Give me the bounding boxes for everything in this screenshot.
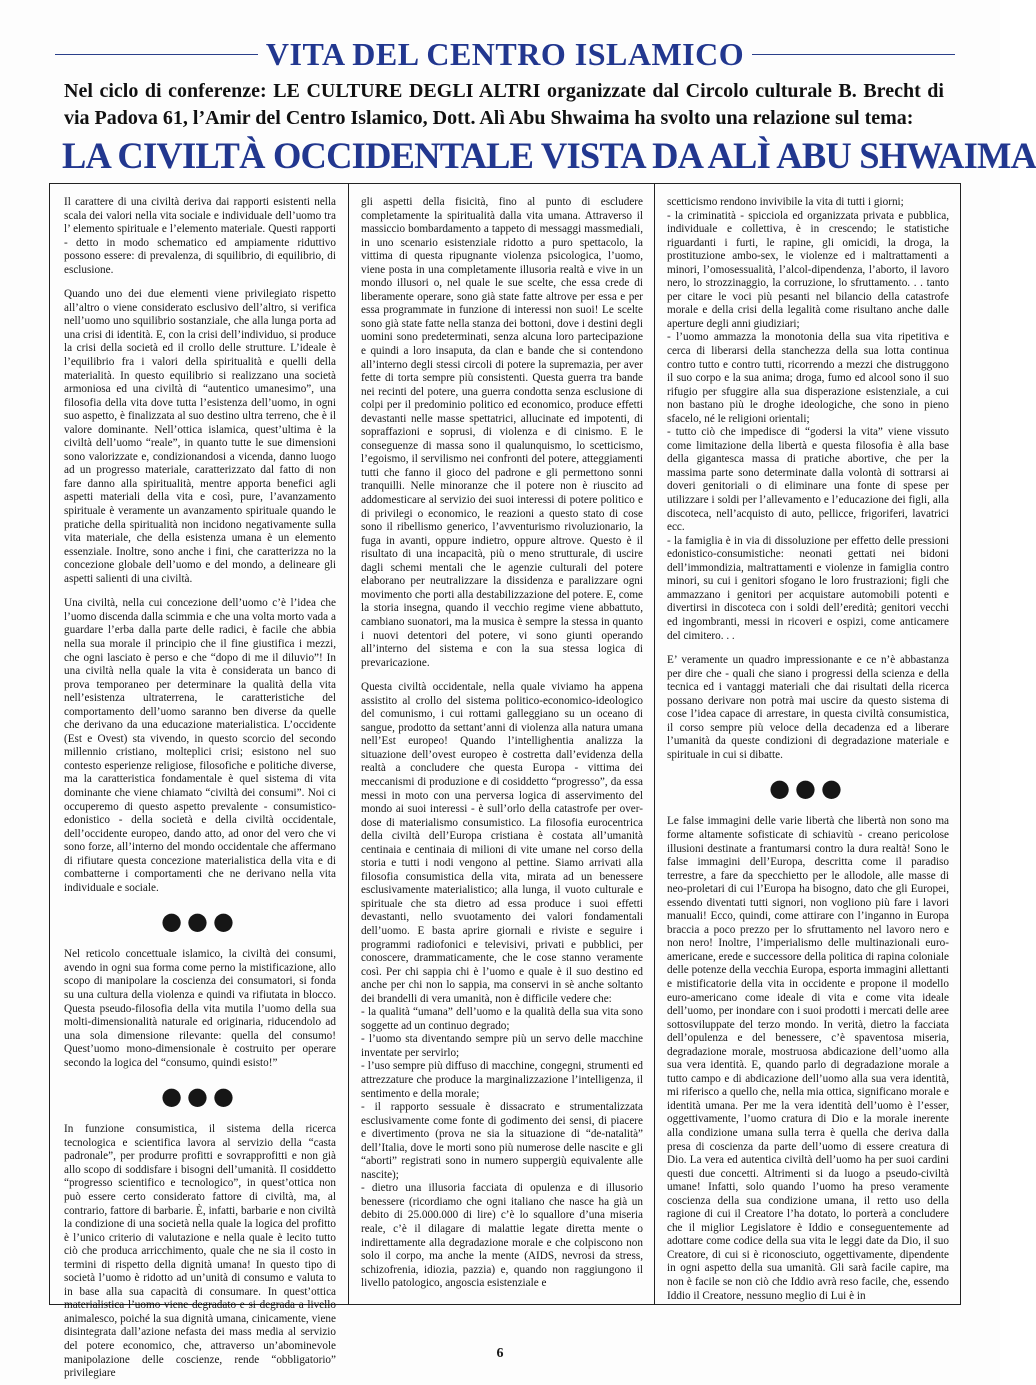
paragraph: In funzione consumistica, il sistema della ricerca tecnologica e scientifica lavora al servizio della “casta padronale”, per produrre profitti e sovrapprofitti e non già allo scopo di soddisfare i bisogni dell’umanità. Il cosiddetto “progresso scientifico e tecnologico”, in quest’ottica non può essere certo considerato fattore di civiltà, ma, al contrario, fattore di barbarie. È, infatti, barbarie e non civiltà la condizione di una società nella quale la logica del profitto è l’unico criterio di valutazione e nella quale è lecito tutto ciò che produca arricchimento, quale che ne sia il costo in termini di rispetto della dignità umana! In questo tipo di società l’uomo è ridotto ad un’unità di consumo e valuta to in base alla sua capacità di consumare. In quest’ottica materialistica l’uomo viene degradato e si degrada a livello animalesco, poiché la sua dignità umana, cinicamente, viene disintegrata dall’azione nefasta dei mass media al servizio del potere economico, che, attraverso un’abominevole manipolazione delle coscienze, rende “obbligatorio” privilegiare — [64, 1123, 336, 1380]
article-column-3 — [667, 196, 949, 1302]
page-number: 6 — [496, 1346, 504, 1361]
paragraph: Le false immagini delle varie libertà che libertà non sono ma forme altamente sofisticate di schiavitù - creano pericolose illusioni destinate a frantumarsi contro la dura realtà! Sono le false immagini dell’Europa, descritta come il paradiso terrestre, a fare da specchietto per le allodole, alle masse di neo-proletari di cui l’Europa ha bisogno, dato che gli Europei, essendo diventati tutti signori, non vogliono più fare i lavori manuali! Ecco, quindi, come attirare con l’inganno in Europa braccia a poco prezzo per lo sfruttamento nel lavoro nero e non nero! Inoltre, l’imperialismo delle multinazionali euro-americane, erede e successore della politica di rapina coloniale delle potenze della vecchia Europa, esporta immagini allettanti e mistificatorie della vita in occidente e propone il modello euro-americano come ideale di vita e come vita ideale dell’uomo, per inondare con i suoi prodotti i mercati delle aree sottosviluppate del terzo mondo. In verità, dietro la facciata dell’opulenza e del benessere, c’è spaventosa miseria, degradazione morale, mostruosa abdicazione dell’uomo alla sua vera identità. E, quando parlo di degradazione morale a tutto campo e di abdicazione dell’uomo alla sua vera identità, mi riferisco a quello che, nella mia ottica, significano morale e identità umana. Per me la vera identità dell’uomo è l’esser, oggettivamente, l’uomo cratura di Dio e la morale inerente alla condizione umana sulla terra è quella che deriva dalla presa di coscienza da parte dell’uomo di essere creatura di Dio. La vera ed autentica civiltà dell’uomo ha per suoi cardini questi due concetti. Altrimenti si da luogo a pseudo-civiltà umane! Infatti, solo quando l’uomo ha preso veramente coscienza della sua condizione umana, il retto uso della ragione di cui il Creatore l’ha dotato, lo porterà a concludere che il miglior Legislatore è Iddio e conseguentemente ad adottare come codice della sua vita le leggi date da Dio, il suo Creatore, di cui si è riconosciuto, oggettivamente, dipendente in ogni aspetto della sua umanità. Gli sarà facile capire, ma non è facile se non ciò che Iddio avrà reso facile, che, essendo Iddio il Creatore, nessuno meglio di Lui è in — [667, 815, 949, 1302]
column-divider-1 — [348, 184, 349, 1304]
paragraph: Questa civiltà occidentale, nella quale viviamo ha appena assistito al crollo del sistema politico-economico-ideologico del comunismo, i cui rottami galleggiano su un oceano di sangue, prodotto da settant’anni di violenza alla natura umana nell’Est europeo! Quando l’intellighentia analizza la situazione dell’ovest europeo è costretta dall’evidenza della realtà a concludere che questa Europa - vittima dei meccanismi di produzione e di cosiddetto “progresso”, da essa messi in moto con una perversa logica di asservimento del mondo ai suoi interessi - è sull’orlo della catastrofe per over-dose di materialismo consumistico. La filosofia eurocentrica della civiltà dell’Europa cristiana è costata all’umanità centinaia e centinaia di milioni di vite umane nel corso della storia e tutti i nodi vengono al pettine. Siamo arrivati alla filosofia consumistica della vita, mirata ad un benessere esclusivamente materialistico; alla lunga, il vuoto culturale e spirituale che sta dietro ad essa produce i suoi effetti devastanti, nello svuotamento dei valori fondamentali dell’uomo. E basta aprire giornali e riviste e seguire i programmi radiofonici e televisivi, privati e pubblici, per conoscere, drammaticamente, che le cose stanno veramente così. Per chi sappia chi è l’uomo e quale è il suo destino ed anche per chi non lo sappia, ma conservi in sè anche soltanto dei brandelli di vera umanità, non è difficile vedere che: - la qualità “umana” dell’uomo e la qualità della sua vita sono soggette ad un continuo degrado; - l’uomo sta diventando sempre più un servo delle macchine inventate per servirlo; - l’uso sempre più diffuso di macchine, congegni, strumenti ed attrezzature che produce la marginalizzazione l’intelligenza, il sentimento e della morale; - il rapporto sessuale è dissacrato e strumentalizzata esclusivamente come fonte di godimento dei sensi, di piacere e divertimento (prova ne sia la situazione di “de-natalità” dell’Italia, dove le morti sono più numerose delle nascite e gli “aborti” registrati sono in numero suppergiù equivalente alle nascite); - dietro una illusoria facciata di opulenza e di illusorio benessere (ricordiamo che ogni italiano che nasce ha già un debito di 25.000.000 di lire) c’è lo squallore d’una miseria reale, c’è il dilagare di malattie legate diretta mente o indirettamente alla degradazione morale e che colpiscono non solo il corpo, ma anche la mente (AIDS, nevrosi da stress, schizofrenia, idiozia, pazzia) e, quando non raggiungono il livello patologico, angoscia esistenziale e — [361, 681, 643, 1290]
paragraph: Quando uno dei due elementi viene privilegiato rispetto all’altro o viene considerato esclusivo dell’altro, si verifica nell’uomo uno squilibrio sostanziale, che alla lunga porta ad una crisi di identità. E, con la crisi dell’individuo, si produce la crisi della società ed il crollo delle strutture. L’ideale è l’equilibrio fra i valori della spiritualità e quelli della materialità. In questo equilibrio si realizzano una società armoniosa ed una civiltà di “autentico umanesimo”, una filosofia della vita dove tutta l’esistenza dell’uomo, in ogni suo aspetto, è finalizzata al suo destino ultra terreno, che è il valore dominante. Nell’ottica islamica, quest’ultima è la civiltà dell’uomo “reale”, in quanto tutte le sue dimensioni sono valorizzate e, condizionandosi a vicenda, danno luogo ad un progresso materiale, caratterizzato dal fatto di non fare danno alla spiritualità, mentre apporta benefici agli aspetti materiali della vita e così, pure, l’avanzamento spirituale è veramente un avanzamento spirituale quando le pratiche della spiritualità non incidono negativamente sulla vita materiale, che della esistenza umana è un elemento essenziale. Inoltre, sono anche i fini, che caratterizza no la concezione globale dell’uomo e del mondo, a delineare gli aspetti salienti di una civiltà. — [64, 288, 336, 585]
article-column-2 — [361, 196, 643, 1294]
article-headline: LA CIVILTÀ OCCIDENTALE VISTA DA ALÌ ABU SHWAIMA — [62, 135, 1036, 176]
column-divider-2 — [654, 184, 655, 1304]
section-title-bar — [55, 32, 955, 76]
paragraph: Una civiltà, nella cui concezione dell’uomo c’è l’idea che l’uomo discenda dalla scimmia e che una volta morto vada a guardare l’erba dalla parte delle radici, è facile che abbia nella sua morale il principio che il fine giustifica i mezzi, che ogni lasciato è perso e che “dopo di me il diluvio”! In una civiltà nella quale la vita è considerata un banco di prova temporaneo per determinare la qualità della vita nell’esistenza ultraterrena, le caratteristiche del comportamento dell’uomo saranno ben diverse da quelle che derivano da una educazione materialistica. L’occidente (Est e Ovest) sta vivendo, in questo scorcio del secondo millennio cristiano, molteplici crisi; esistono nel suo contesto esperienze religiose, filosofiche e politiche diverse, ma la caratteristica fondamentale è quel sistema di vita dominante che viene chiamato “civiltà dei consumi”. Noi ci occuperemo di questo aspetto prevalente - consumistico-edonistico - della società e della civiltà occidentale, dell’occidente europeo, dando atto, ad onor del vero che vi sono forze, all’interno del mondo occidentale che affermano di rifiutare questa concezione materialistica della vita e di combatterne i comportamenti che ne derivano nella vita individuale e sociale. — [64, 597, 336, 894]
title-rule-left — [55, 54, 258, 55]
title-rule-right — [752, 54, 955, 55]
paragraph: E’ veramente un quadro impressionante e ce n’è abbastanza per dire che - quali che siano i progressi della scienza e della tecnica ed i vantaggi materiali che dai risultati della ricerca possano derivare non potrà mai uscire da questo sistema di cose l’idea capace di arrestare, in questa civiltà consumistica, il corso sempre più veloce della decadenza ed a liberare l’umanità da queste condizioni di degradazione materiale e spirituale in cui si dibatte. — [667, 654, 949, 761]
intro-paragraph: Nel ciclo di conferenze: LE CULTURE DEGLI ALTRI organizzate dal Circolo culturale B. Brecht di via Padova 61, l’Amir del Centro Islamico, Dott. Alì Abu Shwaima ha svolto una relazione sul tema: — [64, 80, 944, 129]
section-separator-dots: ●●● — [161, 907, 239, 936]
paragraph: scetticismo rendono invivibile la vita di tutti i giorni; - la criminatità - spicciola ed organizzata privata e pubblica, individuale e collettiva, è in crescendo; le statistiche riguardanti i furti, le rapine, gli omicidi, la droga, la prostituzione ambo-sex, le violenze ed i maltrattamenti a minori, l’omosessualità, l’alcol-dipendenza, l’aborto, il lavoro nero, lo strozzinaggio, la corruzione, lo sfruttamento. . . tanto per citare le voci più pesanti nel bilancio della catastrofe morale e della crisi della legalità come risultano anche dalle aperture degli anni giudiziari; - l’uomo ammazza la monotonia della sua vita ripetitiva e cerca di liberarsi della stanchezza della sua lotta continua contro tutto e contro tutti, ricorrendo a mezzi che distruggono il suo corpo e la sua anima; droga, fumo ed alcool sono il suo rifugio per sfuggire alla sua disperazione esistenziale, a cui non bastano più le droghe ideologiche, che sono in pieno sfacelo, né le religioni orientali; - tutto ciò che impedisce di “godersi la vita” viene vissuto come limitazione della libertà e questa filosofia è alla base della gigantesca massa di pratiche abortive, che per la massima parte sono determinate dalla volontà di sottrarsi ai doveri genitoriali o di eliminare una fonte di spese per utilizzare i soldi per l’allevamento e l’educazione dei figli, alla discoteca, nell’acquisto di auto, pellicce, frigoriferi, lavatrici ecc. - la famiglia è in via di dissoluzione per effetto delle pressioni edonistico-consumistiche: neonati gettati nei bidoni dell’immondizia, maltrattamenti e violenze in famiglia contro minori, su cui i genitori sfogano le loro frustrazioni; figli che ammazzano i genitori per acquistare automobili potenti e divertirsi in discoteca con i soldi dell’eredità; genitori vecchi ed ingombranti, messi in ricoveri e ospizi, come anticamere del cimitero. . . — [667, 196, 949, 642]
article-frame — [49, 183, 961, 1380]
paragraph: Nel reticolo concettuale islamico, la civiltà dei consumi, avendo in ogni sua forma come perno la mistificazione, allo scopo di manipolare la coscienza dei consumatori, si fonda su una cultura della violenza e quindi va rifiutata in blocco. Questa pseudo-filosofia della vita mutila l’uomo della sua molti-dimensionalità naturale ed originaria, riducendolo ad una sola dimensione rilevante: quella del consumo! Quest’uomo mono-dimensionale è costruito per operare secondo la logica del “consumo, quindi esisto!” — [64, 948, 336, 1069]
paragraph: Il carattere di una civiltà deriva dai rapporti esistenti nella scala dei valori nella vita sociale e individuale dell’uomo tra l’ elemento spirituale e l’elemento materiale. Questi rapporti - detto in modo schematico ed ampiamente riduttivo possono essere: di prevalenza, di squilibrio, di equilibrio, di esclusione. — [64, 196, 336, 276]
section-title: VITA DEL CENTRO ISLAMICO — [265, 35, 745, 72]
section-separator-dots: ●●● — [769, 774, 847, 803]
paragraph: gli aspetti della fisicità, fino al punto di escludere completamente la spiritualità dalla vita umana. Attraverso il massiccio bombardamento a tappeto di messaggi massmediali, in uno scenario esistenziale ridotto a puro spettacolo, la vittima di questa ripugnante violenza psicologica, l’uomo, viene posta in una completamente illusoria realtà e vive in un mondo illusori o, nel quale le sue scelte, che essa crede di liberamente operare, sono già state fatte altrove per essa e per essa programmate in funzione di interessi non suoi! Le scelte sono già state fatte nella stanza dei bottoni, dove i destini degli uomini sono predeterminati, senza alcuna loro partecipazione e quindi a loro insaputa, da clan e bande che si contendono all’interno degli stessi circoli di potere la supremazia, per aver fette di torta sempre più consistenti. Questa guerra tra bande nei recinti del potere, una guerra condotta senza esclusione di colpi per il predominio politico ed economico, produce effetti devastanti nelle masse spettatrici, allucinate ed impotenti, di sopraffazioni e soprusi, di violenza e di cinismo. E le conseguenze di massa sono il qualunquismo, lo scetticismo, l’egoismo, il servilismo nei confronti del potere, atteggiamenti tutti che fanno il gioco del padrone e gli permettono sonni tranquilli. Nelle minoranze che il potere non è riuscito ad addomesticare al servizio dei suoi interessi di potere politico e di privilegi o economico, le reazioni a questo stato di cose sono il ribellismo generico, l’avventurismo rivoluzionario, la fuga in avanti, oppure indietro, oppure altrove. Questo è il risultato di una incapacità, più o meno strutturale, di uscire dagli schemi mentali che le agenzie culturali del potere elaborano per neutralizzare la dissidenza e paralizzare ogni movimento che porti alla destabilizzazione del potere. E, come la storia insegna, quando il vecchio regime viene abbattuto, cambiano suonatori, ma la musica è sempre la stessa in quanto i nuovi detentori del potere, vi sono giunti operando all’interno del sistema e con la sua stessa logica di prevaricazione. — [361, 196, 643, 669]
section-separator-dots: ●●● — [161, 1082, 239, 1111]
article-column-1 — [64, 196, 336, 1380]
